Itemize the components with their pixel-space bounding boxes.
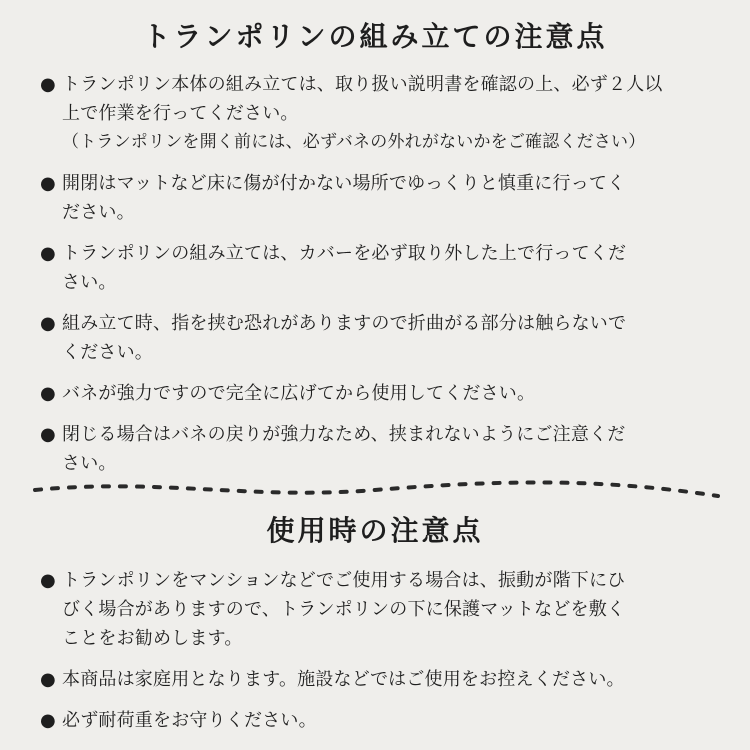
- list-item: ● トランポリンの組み立ては、カバーを必ず取り外した上で行ってくだ さい。: [40, 239, 720, 297]
- assembly-precautions-list: [40, 70, 720, 490]
- list-item: ● 組み立て時、指を挟む恐れがありますので折曲がる部分は触らないで ください。: [40, 309, 720, 367]
- usage-precautions-list: [40, 566, 720, 747]
- item-note: （トランポリンを開く前には、必ずバネの外れがないかをご確認ください）: [62, 132, 646, 152]
- list-item: ● トランポリンをマンションなどでご使用する場合は、振動が階下にひ びく場合がありますので、トランポリンの下に保護マットなどを敷く ことをお勧めします。: [40, 566, 720, 653]
- list-item: ● バネが強力ですので完全に広げてから使用してください。: [40, 379, 720, 408]
- dashed-wave-divider: [0, 470, 750, 510]
- assembly-precautions-heading: トランポリンの組み立ての注意点: [142, 20, 608, 53]
- list-item: ● 本商品は家庭用となります。施設などではご使用をお控えください。: [40, 665, 720, 694]
- usage-precautions-heading: 使用時の注意点: [266, 514, 484, 547]
- item-text: トランポリン本体の組み立ては、取り扱い説明書を確認の上、必ず２人以 上で作業を行ってください。: [62, 74, 663, 124]
- list-item: ● 開閉はマットなど床に傷が付かない場所でゆっくりと慎重に行ってく ださい。: [40, 169, 720, 227]
- list-item: ● 閉じる場合はバネの戻りが強力なため、挟まれないようにご注意くだ さい。: [40, 420, 720, 478]
- list-item: ● 必ず耐荷重をお守りください。: [40, 706, 720, 735]
- list-item: [40, 70, 720, 157]
